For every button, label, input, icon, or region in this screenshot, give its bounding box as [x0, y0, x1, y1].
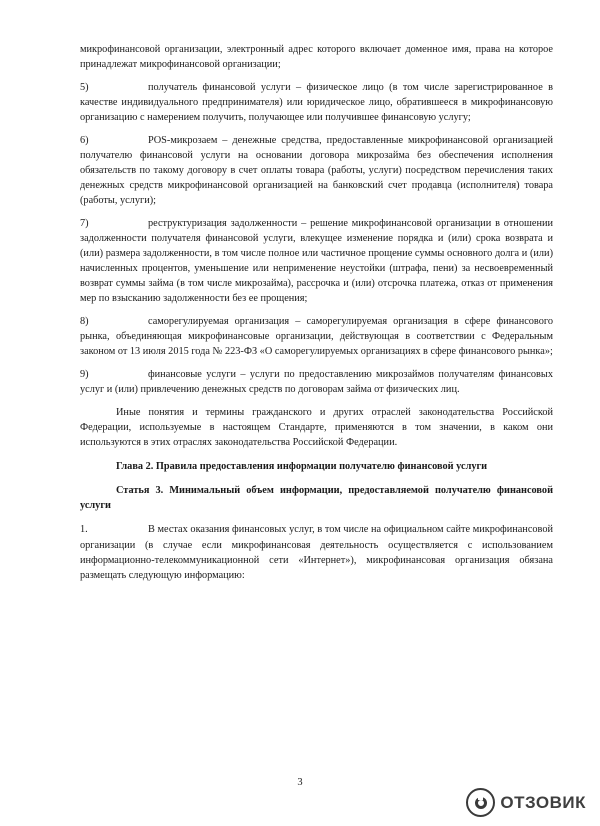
- list-item: [80, 80, 553, 125]
- list-item: [80, 216, 553, 307]
- spacer: [80, 360, 553, 367]
- spacer: [80, 398, 553, 405]
- list-item-number: 6): [80, 134, 89, 146]
- list-item-text: В местах оказания финансовых услуг, в том числе на официальном сайте микрофинансовой организации (в случае если микрофинансовая деятельность осуществляется с использованием информационно-телекоммуникационной сети «Интернет»), микрофинансовая организация обязана размещать следующую информацию:: [80, 524, 553, 581]
- list-item-number: 8): [80, 316, 89, 327]
- spacer: [80, 307, 553, 314]
- watermark-label: ОТЗОВИК: [500, 793, 586, 812]
- list-item-text: реструктуризация задолженности – решение микрофинансовой организации в отношении задолженности получателя финансовой услуги, влекущее изменение порядка и (или) срока возврата и (или) размера задолженности, в том числе полное или частичное прощение суммы основного долга и (или) начисленных процентов, уменьшение или неприменение неустойки (штрафа, пени) за несвоевременный возврат суммы займа (в том числе микрозайма), рассрочка и (или) отсрочка платежа, отказ от применения мер по взысканию задолженности без ее прощения;: [80, 217, 553, 305]
- list-item: [80, 367, 553, 397]
- paragraph-continuation: микрофинансовой организации, электронный адрес которого включает доменное имя, права на которое принадлежат микрофинансовой организации;: [80, 44, 553, 71]
- article-heading: Статья 3. Минимальный объем информации, предоставляемой получателю финансовой услуги: [80, 485, 553, 512]
- list-item: [80, 314, 553, 359]
- list-item-text: финансовые услуги – услуги по предоставлению микрозаймов получателям финансовых услуг и (или) привлечению денежных средств по договорам займа от физических лиц.: [80, 368, 553, 395]
- list-item: [80, 522, 553, 583]
- article-heading-block: [80, 483, 553, 513]
- list-item-text: саморегулируемая организация – саморегулируемая организация в сфере финансового рынка, объединяющая микрофинансовые организации, действующая в соответствии с Федеральным законом от 13 июля 2015 года № 223-ФЗ «О саморегулируемых организациях в сфере финансового рынка»;: [80, 316, 553, 358]
- list-item-text: POS-микрозаем – денежные средства, предоставленные микрофинансовой организацией получателю финансовой услуги на основании договора микрозайма без обеспечения исполнения обязательств по такому договору в счет оплаты товара (работы, услуги) посредством перечисления таких денежных средств микрофинансовой организацией на банковский счет продавца (исполнителя) товара (работы, услуги);: [80, 134, 553, 207]
- list-item: [80, 133, 553, 209]
- spacer: [80, 209, 553, 216]
- document-body: [80, 42, 553, 583]
- chapter-heading: Глава 2. Правила предоставления информации получателю финансовой услуги: [116, 461, 488, 472]
- otzovik-logo-icon: [466, 788, 495, 817]
- list-item-number: 1.: [80, 524, 88, 536]
- list-item-number: 7): [80, 217, 89, 229]
- paragraph-general-terms: Иные понятия и термины гражданского и других отраслей законодательства Российской Федерации, используемые в настоящем Стандарте, применяются в том значении, в каком они используются в этих отраслях законодательства Российской Федерации.: [80, 406, 553, 448]
- watermark: [460, 785, 592, 820]
- page-number: 3: [297, 777, 303, 788]
- spacer: [80, 73, 553, 80]
- chapter-heading-block: [80, 459, 553, 474]
- list-item-text: получатель финансовой услуги – физическое лицо (в том числе зарегистрированное в качестве индивидуального предпринимателя) или юридическое лицо, обратившееся в микрофинансовую организацию с намерением получить, получающее или получившее финансовую услугу;: [80, 81, 553, 123]
- list-item-number: 5): [80, 81, 89, 93]
- spacer: [80, 126, 553, 133]
- list-item-number: 9): [80, 368, 89, 380]
